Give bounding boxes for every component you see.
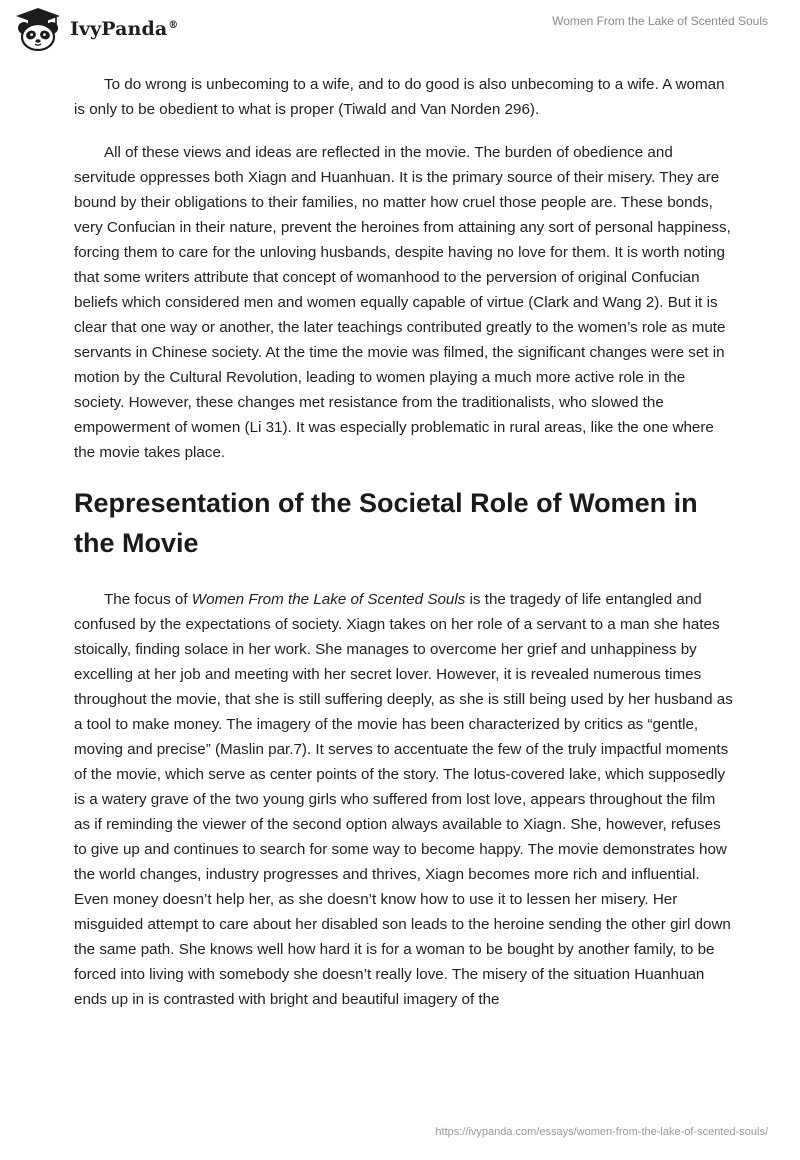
body-paragraph: All of these views and ideas are reflected in the movie. The burden of obedience and servitude oppresses both Xiagn and Huanhuan. It is the primary source of their misery. They are bound by their obligations to their families, no matter how cruel those people are. These bonds, very Confucian in their nature, prevent the heroines from attaining any sort of personal happiness, forcing them to care for the unloving husbands, despite having no love for them. It is worth noting that some writers attribute that concept of womanhood to the perversion of original Confucian beliefs which considered men and women equally capable of virtue (Clark and Wang 2). But it is clear that one way or another, the later teachings contributed greatly to the women’s role as mute servants in Chinese society. At the time the movie was filmed, the significant changes were set in motion by the Cultural Revolution, leading to women playing a much more active role in the society. However, these changes met resistance from the traditionalists, who slowed the empowerment of women (Li 31). It was especially problematic in rural areas, like the one where the movie takes place. (74, 144, 731, 461)
film-title: Women From the Lake of Scented Souls (191, 591, 466, 608)
brand-name: IvyPanda® (70, 18, 179, 40)
essay-body (74, 72, 734, 1030)
source-url-link[interactable]: https://ivypanda.com/essays/women-from-the-lake-of-scented-souls/ (435, 1126, 768, 1138)
ivypanda-logo[interactable] (12, 6, 178, 52)
panda-graduation-cap-icon (12, 6, 64, 52)
paragraph-text: is the tragedy of life entangled and confused by the expectations of society. Xiagn takes on her role of a servant to a man she hates stoically, finding solace in her work. She manages to overcome her grief and unhappiness by excelling at her job and meeting with her secret lover. However, it is revealed numerous times throughout the movie, that she is still suffering deeply, as she is still being used by her husband as a tool to make money. The imagery of the movie has been characterized by critics as “gentle, moving and precise” (Maslin par.7). It serves to accentuate the few of the truly impactful moments of the movie, which serve as center points of the story. The lotus-covered lake, which supposedly is a watery grave of the two young girls who suffered from lost love, appears throughout the film as if reminding the viewer of the second option always available to Xiagn. She, however, refuses to give up and continues to search for some way to become happy. The movie demonstrates how the world changes, industry progresses and thrives, Xiagn becomes more rich and influential. Even money doesn’t help her, as she doesn’t know how to use it to lessen her misery. Her misguided attempt to care about her disabled son leads to the heroine sending the other girl down the same path. She knows well how hard it is for a woman to be bought by another family, to be forced into living with somebody she doesn’t really love. The misery of the situation Huanhuan ends up in is contrasted with bright and beautiful imagery of the (74, 591, 733, 1008)
paragraph-lead: The focus of (104, 591, 192, 608)
running-title: Women From the Lake of Scented Souls (552, 14, 768, 28)
quote-paragraph: To do wrong is unbecoming to a wife, and to do good is also unbecoming to a wife. A woman is only to be obedient to what is proper (Tiwald and Van Norden 296). (74, 76, 725, 118)
section-heading: Representation of the Societal Role of Women in the Movie (74, 488, 698, 558)
page-header (0, 0, 800, 56)
registered-mark: ® (168, 19, 179, 31)
body-paragraph (74, 587, 734, 1012)
